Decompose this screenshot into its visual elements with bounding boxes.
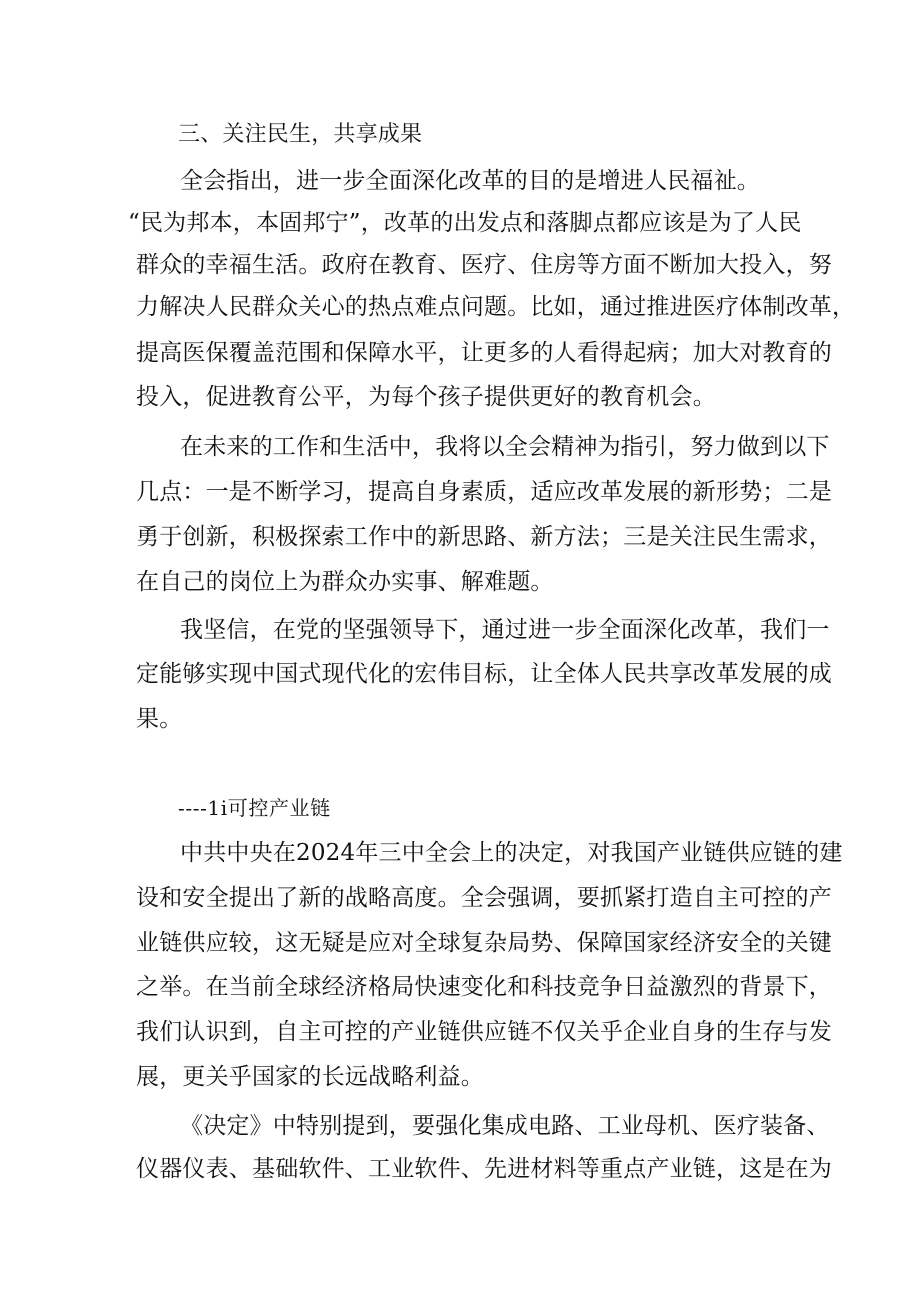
paragraph-line: 我坚信，在党的坚强领导下，通过进一步全面深化改革，我们一 [180, 617, 830, 643]
paragraph-line: “民为邦本，本固邦宁”，改革的出发点和落脚点都应该是为了人民 [128, 210, 802, 236]
paragraph-line: 之举。在当前全球经济格局快速变化和科技竞争日益激烈的背景下， [136, 974, 832, 1000]
paragraph-line: 中共中央在2024年三中全会上的决定，对我国产业链供应链的建 [180, 840, 843, 866]
paragraph-line: 几点：一是不断学习，提高自身素质，适应改革发展的新形势；二是 [136, 479, 832, 505]
section-subheading: ----1i可控产业链 [178, 796, 331, 820]
paragraph-line: 果。 [136, 706, 183, 732]
paragraph-line: 展，更关乎国家的长远战略利益。 [136, 1064, 484, 1090]
paragraph-line: 在自己的岗位上为群众办实事、解难题。 [136, 569, 554, 595]
paragraph-line: 我们认识到，自主可控的产业链供应链不仅关乎企业自身的生存与发 [136, 1019, 832, 1045]
paragraph-line: 全会指出，进一步全面深化改革的目的是增进人民福祉。 [180, 168, 760, 194]
paragraph-line: 定能够实现中国式现代化的宏伟目标，让全体人民共享改革发展的成 [136, 661, 832, 687]
paragraph-line: 力解决人民群众关心的热点难点问题。比如，通过推进医疗体制改革， [136, 294, 856, 320]
paragraph-line: 群众的幸福生活。政府在教育、医疗、住房等方面不断加大投入，努 [136, 252, 832, 278]
paragraph-line: 《决定》中特别提到，要强化集成电路、工业母机、医疗装备、 [180, 1113, 830, 1139]
section-heading: 三、关注民生，共享成果 [178, 122, 423, 147]
paragraph-line: 提高医保覆盖范围和保障水平，让更多的人看得起病；加大对教育的 [136, 340, 832, 366]
paragraph-line: 投入，促进教育公平，为每个孩子提供更好的教育机会。 [136, 384, 716, 410]
paragraph-line: 业链供应较，这无疑是应对全球复杂局势、保障国家经济安全的关键 [136, 930, 832, 956]
paragraph-line: 仪器仪表、基础软件、工业软件、先进材料等重点产业链，这是在为 [136, 1156, 832, 1182]
paragraph-line: 在未来的工作和生活中，我将以全会精神为指引，努力做到以下 [180, 434, 830, 460]
paragraph-line: 勇于创新，积极探索工作中的新思路、新方法；三是关注民生需求， [136, 524, 832, 550]
paragraph-line: 设和安全提出了新的战略高度。全会强调，要抓紧打造自主可控的产 [136, 885, 832, 911]
